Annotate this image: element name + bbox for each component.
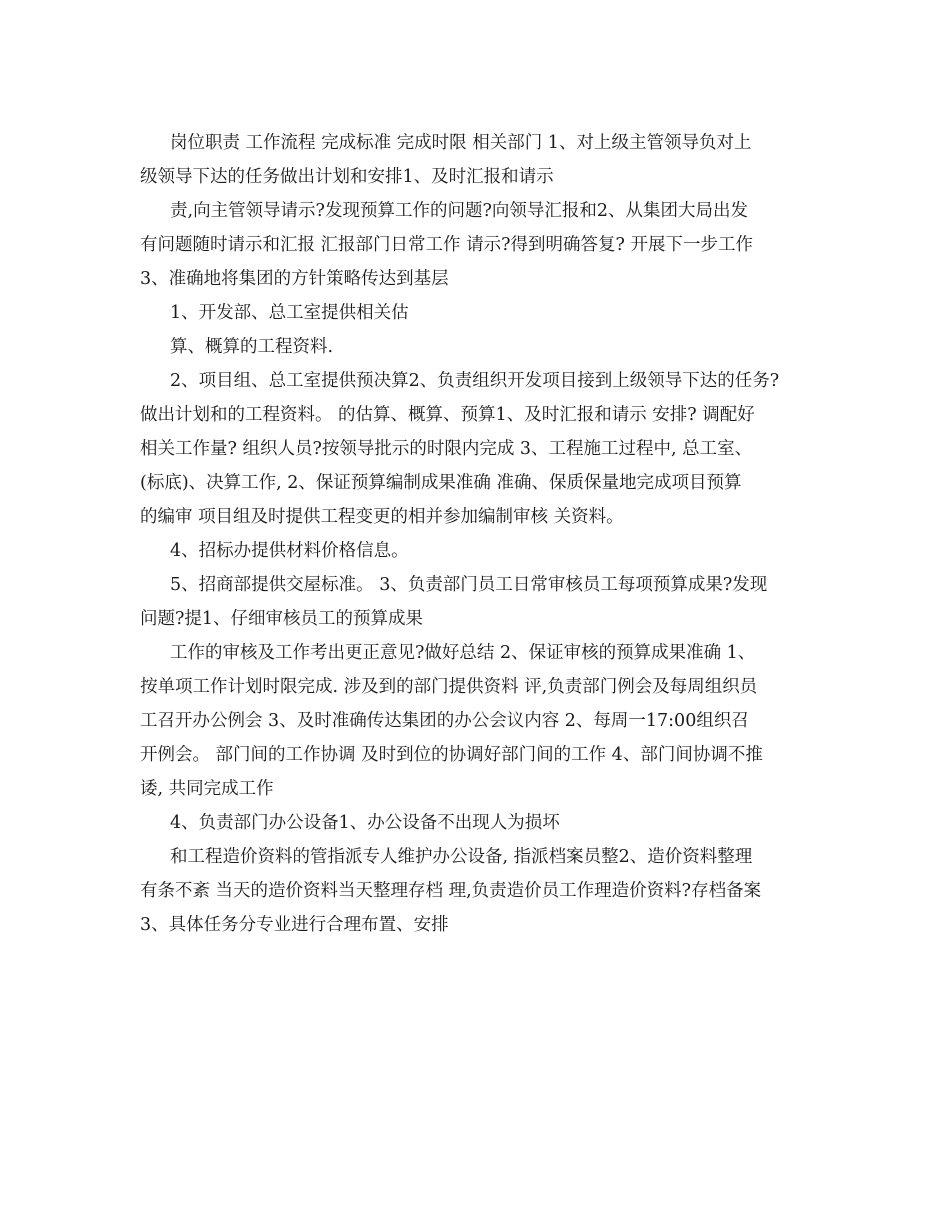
text-line-8: 2、项目组、总工室提供预决算2、负责组织开发项目接到上级领导下达的任务? — [170, 371, 780, 391]
text-line-15: 问题?提1、仔细审核员工的预算成果 — [140, 609, 424, 629]
text-line-6: 1、开发部、总工室提供相关估 — [170, 303, 409, 323]
text-line-4: 有问题随时请示和汇报 汇报部门日常工作 请示?得到明确答复? 开展下一步工作 — [140, 235, 753, 255]
text-line-21: 4、负责部门办公设备1、办公设备不出现人为损坏 — [170, 813, 560, 833]
text-line-5: 3、准确地将集团的方针策略传达到基层 — [140, 269, 449, 289]
text-line-3: 责,向主管领导请示?发现预算工作的问题?向领导汇报和2、从集团大局出发 — [170, 201, 748, 221]
text-line-24: 3、具体任务分专业进行合理布置、安排 — [140, 915, 449, 935]
text-line-1: 岗位职责 工作流程 完成标准 完成时限 相关部门 1、对上级主管领导负对上 — [170, 133, 752, 153]
text-line-2: 级领导下达的任务做出计划和安排1、及时汇报和请示 — [140, 167, 554, 187]
text-line-10: 相关工作量? 组织人员?按领导批示的时限内完成 3、工程施工过程中, 总工室、 — [140, 439, 753, 459]
text-line-19: 开例会。 部门间的工作协调 及时到位的协调好部门间的工作 4、部门间协调不推 — [140, 745, 763, 765]
text-line-9: 做出计划和的工程资料。 的估算、概算、预算1、及时汇报和请示 安排? 调配好 — [140, 405, 755, 425]
text-line-11: (标底)、决算工作, 2、保证预算编制成果准确 准确、保质保量地完成项目预算 — [140, 473, 742, 493]
text-line-17: 按单项工作计划时限完成. 涉及到的部门提供资料 评,负责部门例会及每周组织员 — [140, 677, 758, 697]
text-line-16: 工作的审核及工作考出更正意见?做好总结 2、保证审核的预算成果准确 1、 — [170, 643, 756, 663]
text-line-14: 5、招商部提供交屋标准。 3、负责部门员工日常审核员工每项预算成果?发现 — [170, 575, 768, 595]
text-line-23: 有条不紊 当天的造价资料当天整理存档 理,负责造价员工作理造价资料?存档备案 — [140, 881, 762, 901]
text-line-18: 工召开办公例会 3、及时准确传达集团的办公会议内容 2、每周一17:00组织召 — [140, 711, 749, 731]
text-line-12: 的编审 项目组及时提供工程变更的相并参加编制审核 关资料。 — [140, 507, 624, 527]
text-line-7: 算、概算的工程资料. — [170, 337, 334, 357]
text-line-22: 和工程造价资料的管指派专人维护办公设备, 指派档案员整2、造价资料整理 — [170, 847, 753, 867]
document-body — [140, 126, 820, 942]
text-line-13: 4、招标办提供材料价格信息。 — [170, 541, 409, 561]
text-line-20: 诿, 共同完成工作 — [140, 779, 274, 799]
